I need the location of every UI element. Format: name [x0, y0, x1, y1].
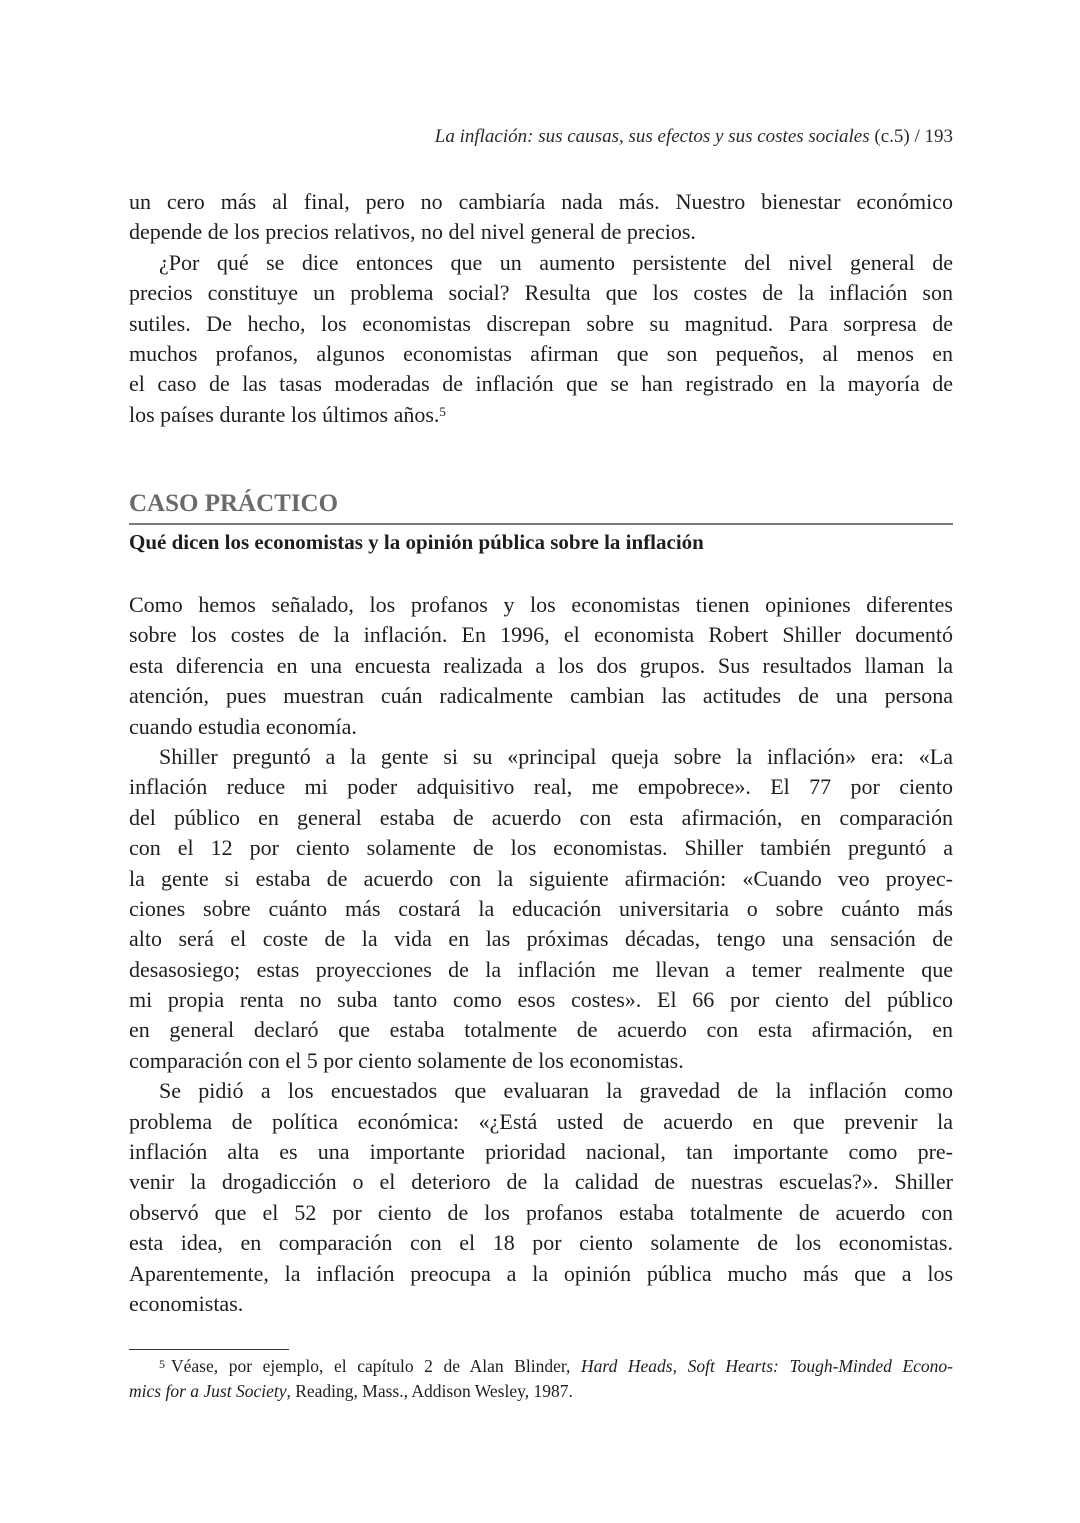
footnote-number: 5 — [159, 1357, 165, 1371]
text-line: la gente si estaba de acuerdo con la siguiente afirmación: «Cuando veo proyec- — [129, 865, 953, 891]
text-line: Aparentemente, la inflación preocupa a la opinión pública mucho más que a los — [129, 1260, 953, 1286]
text-line: en general declaró que estaba totalmente de acuerdo con esta afirmación, en — [129, 1017, 953, 1043]
text-line: venir la drogadicción o el deterioro de la calidad de nuestras escuelas?». Shiller — [129, 1169, 953, 1195]
text-line: alto será el coste de la vida en las próximas décadas, tengo una sensación de — [129, 926, 953, 952]
text-line: inflación alta es una importante prioridad nacional, tan importante como pre- — [129, 1139, 953, 1165]
separator: / — [909, 126, 925, 147]
text-line: desasosiego; estas proyecciones de la inflación me llevan a temer realmente que — [129, 956, 953, 982]
text-line: sutiles. De hecho, los economistas discrepan sobre su magnitud. Para sorpresa de — [129, 310, 953, 336]
text-line: cuando estudia economía. — [129, 713, 357, 739]
text-line: mi propia renta no suba tanto como esos costes». El 66 por ciento del público — [129, 987, 953, 1013]
footnote-reference[interactable]: 5 — [439, 403, 446, 419]
text-line: los países durante los últimos años. — [129, 401, 440, 427]
case-study-subtitle: Qué dicen los economistas y la opinión pública sobre la inflación — [129, 530, 704, 554]
text-line: con el 12 por ciento solamente de los economistas. Shiller también preguntó a — [129, 835, 953, 861]
case-study-text — [129, 590, 953, 1319]
intro-text — [129, 187, 953, 430]
text-line: problema de política económica: «¿Está usted de acuerdo en que prevenir la — [129, 1108, 953, 1134]
case-study-label: CASO PRÁCTICO — [129, 490, 339, 517]
text-line: un cero más al final, pero no cambiaría nada más. Nuestro bienestar económico — [129, 189, 953, 214]
case-study-divider — [129, 523, 953, 525]
text-line: atención, pues muestran cuán radicalmente cambian las actitudes de una persona — [129, 683, 953, 709]
text-line: Como hemos señalado, los profanos y los economistas tienen opiniones diferentes — [129, 592, 953, 617]
text-line: el caso de las tasas moderadas de inflación que se han registrado en la mayoría de — [129, 371, 953, 397]
footnote — [129, 1354, 953, 1404]
text-line: economistas. — [129, 1290, 244, 1316]
chapter-ref: (c.5) — [869, 126, 910, 147]
footnote-line — [129, 1379, 953, 1404]
text-line: muchos profanos, algunos economistas afirman que son pequeños, al menos en — [129, 340, 953, 366]
text-line: esta idea, en comparación con el 18 por ciento solamente de los economistas. — [129, 1230, 953, 1256]
footnote-divider — [129, 1349, 289, 1350]
running-head-title: La inflación: sus causas, sus efectos y sus costes sociales — [434, 126, 870, 147]
text-line: observó que el 52 por ciento de los profanos estaba totalmente de acuerdo con — [129, 1199, 953, 1225]
text-line: sobre los costes de la inflación. En 1996, el economista Robert Shiller documentó — [129, 622, 953, 648]
text-line: del público en general estaba de acuerdo con esta afirmación, en comparación — [129, 804, 953, 830]
footnote-text: Véase, por ejemplo, el capítulo 2 de Alan Blinder, — [171, 1356, 582, 1376]
text-line: esta diferencia en una encuesta realizada a los dos grupos. Sus resultados llaman la — [129, 652, 953, 678]
page-number: 193 — [924, 126, 953, 147]
text-line: precios constituye un problema social? Resulta que los costes de la inflación son — [129, 280, 953, 306]
book-title: Hard Heads, Soft Hearts: Tough-Minded Econo- — [581, 1356, 953, 1376]
text-line: Shiller preguntó a la gente si su «principal queja sobre la inflación» era: «La — [159, 743, 953, 769]
text-line: depende de los precios relativos, no del nivel general de precios. — [129, 219, 696, 245]
text-line: comparación con el 5 por ciento solamente de los economistas. — [129, 1047, 684, 1073]
running-head — [129, 124, 953, 150]
text-line: ciones sobre cuánto más costará la educación universitaria o sobre cuánto más — [129, 895, 953, 921]
footnote-line — [129, 1354, 953, 1379]
text-line-with-footnote — [129, 400, 953, 430]
text-line: inflación reduce mi poder adquisitivo real, me empobrece». El 77 por ciento — [129, 774, 953, 800]
text-line: ¿Por qué se dice entonces que un aumento persistente del nivel general de — [159, 249, 953, 275]
text-line: Se pidió a los encuestados que evaluaran la gravedad de la inflación como — [159, 1078, 953, 1104]
footnote-text: , Reading, Mass., Addison Wesley, 1987. — [286, 1381, 573, 1401]
book-title: mics for a Just Society — [129, 1381, 287, 1401]
